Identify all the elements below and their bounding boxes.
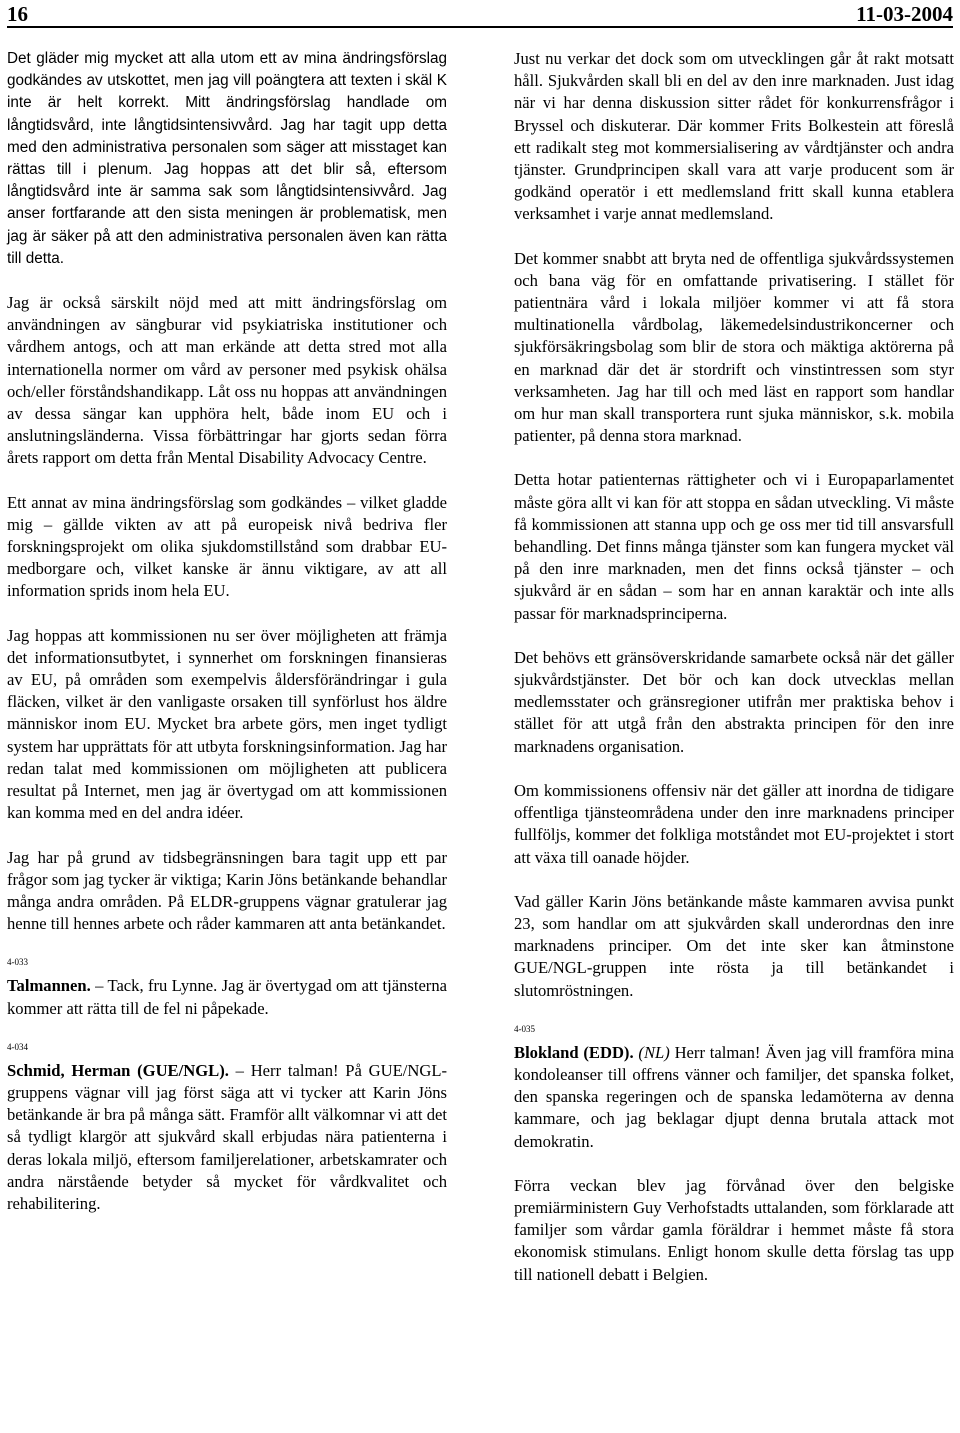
speech-text: Herr talman! Även jag vill framföra mina kondoleanser till offrens vänner och familjer, det spanska folket, den spanska regeringen och de spanska ledamöterna av denna kammare, och jag beklagar djupt denna brutala attack mot demokratin. (514, 1042, 955, 1151)
language-tag: (NL) (638, 1042, 670, 1062)
paragraph: Förra veckan blev jag förvånad över den belgiske premiärministern Guy Verhofstadts uttalanden, som förklarade att familjer som vårdar gamla föräldrar i hemmet måste få stora ekonomisk stimulans. Enligt honom skulle detta förslag tas upp till nationell debatt i Belgien. (514, 1175, 954, 1284)
speech-text: – Herr talman! På GUE/NGL-gruppens vägnar vill jag först säga att vi tycker att Karin Jöns betänkande är bra på många sätt. Framför allt välkomnar vi att det så tydligt klargör att sjukvård skall erbjudas nära patienterna i deras lokala miljö, eftersom familjerelationer, arbetskamrater och andra närstående betyder så mycket för vårdkvalitet och rehabilitering. (7, 1060, 447, 1213)
speaker-name: Talmannen. (7, 976, 91, 996)
speech-number: 4-034 (7, 1041, 28, 1052)
paragraph: Jag hoppas att kommissionen nu ser över möjligheten att främja det informationsutbytet, i synnerhet om forskningen finansieras av EU, på områden som exempelvis åldersförändringar i gula fläcken, vilket är den vanligaste orsaken till synförlust hos äldre människor inom EU. Mycket bra arbete görs, men inget tydligt system har upprättats för att utbyta forskningsinformation. Jag har redan talat med kommissionen om möjligheten att publicera resultat på Internet, men jag är övertygad om att kommissionen kan komma med en del andra idéer. (7, 625, 447, 823)
paragraph: Jag är också särskilt nöjd med att mitt ändringsförslag om användningen av sängburar vid psykiatriska institutioner och vårdhem antogs, och att man erkände att detta stred mot alla internationella normer om vård av personer med psykisk ohälsa och/eller förståndshandikapp. Låt oss nu hoppas att användningen av dessa sängar kan upphöra helt, både inom EU och i anslutningsländerna. Vissa förbättringar har gjorts sedan förra årets rapport om detta från Mental Disability Advocacy Centre. (7, 293, 447, 468)
session-date: 11-03-2004 (856, 2, 953, 26)
paragraph: Just nu verkar det dock som om utvecklingen går åt rakt motsatt håll. Sjukvården skall bli en del av den inre marknaden. Just idag när vi har denna diskussion sitter rådet för konkurrensfrågor i Bryssel och diskuterar. Där kommer Frits Bolkestein att föreslå ett radikalt steg mot kommersialisering av vårdtjänster och andra tjänster. Grundprincipen skall vara att varje producent som är godkänd operatör i ett medlemsland fritt skall kunna etablera verksamhet i varje annat medlemsland. (514, 49, 954, 224)
paragraph: Jag har på grund av tidsbegränsningen bara tagit upp ett par frågor som jag tycker är viktiga; Karin Jöns betänkande behandlar många andra områden. På ELDR-gruppens vägnar gratulerar jag henne till hennes arbete och råder kammaren att anta betänkandet. (7, 847, 447, 934)
paragraph: Om kommissionens offensiv när det gäller att inordna de tidigare offentliga tjänsteområdena under den inre marknadens principer fullföljs, kommer det folkliga motståndet mot EU-projektet i stort att växa till oanade höjder. (514, 780, 954, 867)
paragraph: Ett annat av mina ändringsförslag som godkändes – vilket gladde mig – gällde vikten av att på europeisk nivå bedriva fler forskningsprojekt om olika sjukdomstillstånd som drabbar EU-medborgare och, vilket kanske är ännu viktigare, av att all information sprids inom hela EU. (7, 492, 447, 601)
speech-paragraph (514, 1042, 954, 1153)
paragraph: Det behövs ett gränsöverskridande samarbete också när det gäller sjukvårdstjänster. Det bör och kan dock utvecklas mellan medlemsstater och gränsregioner utifrån mer praktiska behov i stället för att utgå från den abstrakta principen för den inre marknadens organisation. (514, 647, 954, 756)
page-number: 16 (7, 2, 28, 26)
paragraph: Vad gäller Karin Jöns betänkande måste kammaren avvisa punkt 23, som handlar om att sjukvården skall underordnas den inre marknadens principer. Om det inte sker kan åtminstone GUE/NGL-gruppen inte rösta ja till betänkandet i slutomröstningen. (514, 891, 954, 1000)
paragraph: Detta hotar patienternas rättigheter och vi i Europaparlamentet måste göra allt vi kan för att stoppa en sådan utveckling. Vi måste få kommissionen att stanna upp och ge oss mer tid till ansvarsfull behandling. Det finns många tjänster som kan fungera mycket väl på den inre marknaden, men det finns också tjänster – och sjukvård är en sådan – som har en annan karaktär och inte alls passar för marknadsprinciperna. (514, 470, 954, 623)
speaker-name: Blokland (EDD). (514, 1042, 634, 1062)
speaker-name: Schmid, Herman (GUE/NGL). (7, 1060, 229, 1080)
paragraph: Det gläder mig mycket att alla utom ett av mina ändringsförslag godkändes av utskottet, men jag vill poängtera att texten i skäl K inte är helt korrekt. Mitt ändringsförslag handlade om långtidsvård, inte långtidsintensivvård. Jag har tagit upp detta med den administrativa personalen som säger att misstaget kan rättas till i plenum. Jag hoppas att det blir så, eftersom långtidsvård inte är samma sak som långtidsintensivvård. Jag anser fortfarande att den sista meningen är problematisk, men jag är säker på att den administrativa personalen även kan rätta till detta. (7, 50, 447, 267)
paragraph: Det kommer snabbt att bryta ned de offentliga sjukvårdssystemen och bana väg för en omfattande privatisering. I stället för patientnära vård i lokala miljöer kommer vi att få stora multinationella vårdbolag, läkemedelsindustrikoncerner och sjukförsäkringsbolag som blir de stora och mäktiga aktörerna på en marknad där det är stordrift och vinstintressen som styr verksamheten. Jag har till och med läst en rapport som handlar om hur man skall transportera runt sjuka människor, s.k. mobila patienter, på denna stora marknad. (514, 248, 954, 446)
speech-text: – Tack, fru Lynne. Jag är övertygad om att tjänsterna kommer att rätta till de fel ni påpekade. (7, 976, 447, 1018)
page-header (7, 0, 953, 28)
speech-paragraph (7, 975, 447, 1019)
left-column (7, 48, 447, 1237)
speech-paragraph (7, 1060, 447, 1215)
speech-number: 4-033 (7, 957, 28, 968)
speech-number: 4-035 (514, 1023, 535, 1034)
right-column (514, 48, 954, 1308)
